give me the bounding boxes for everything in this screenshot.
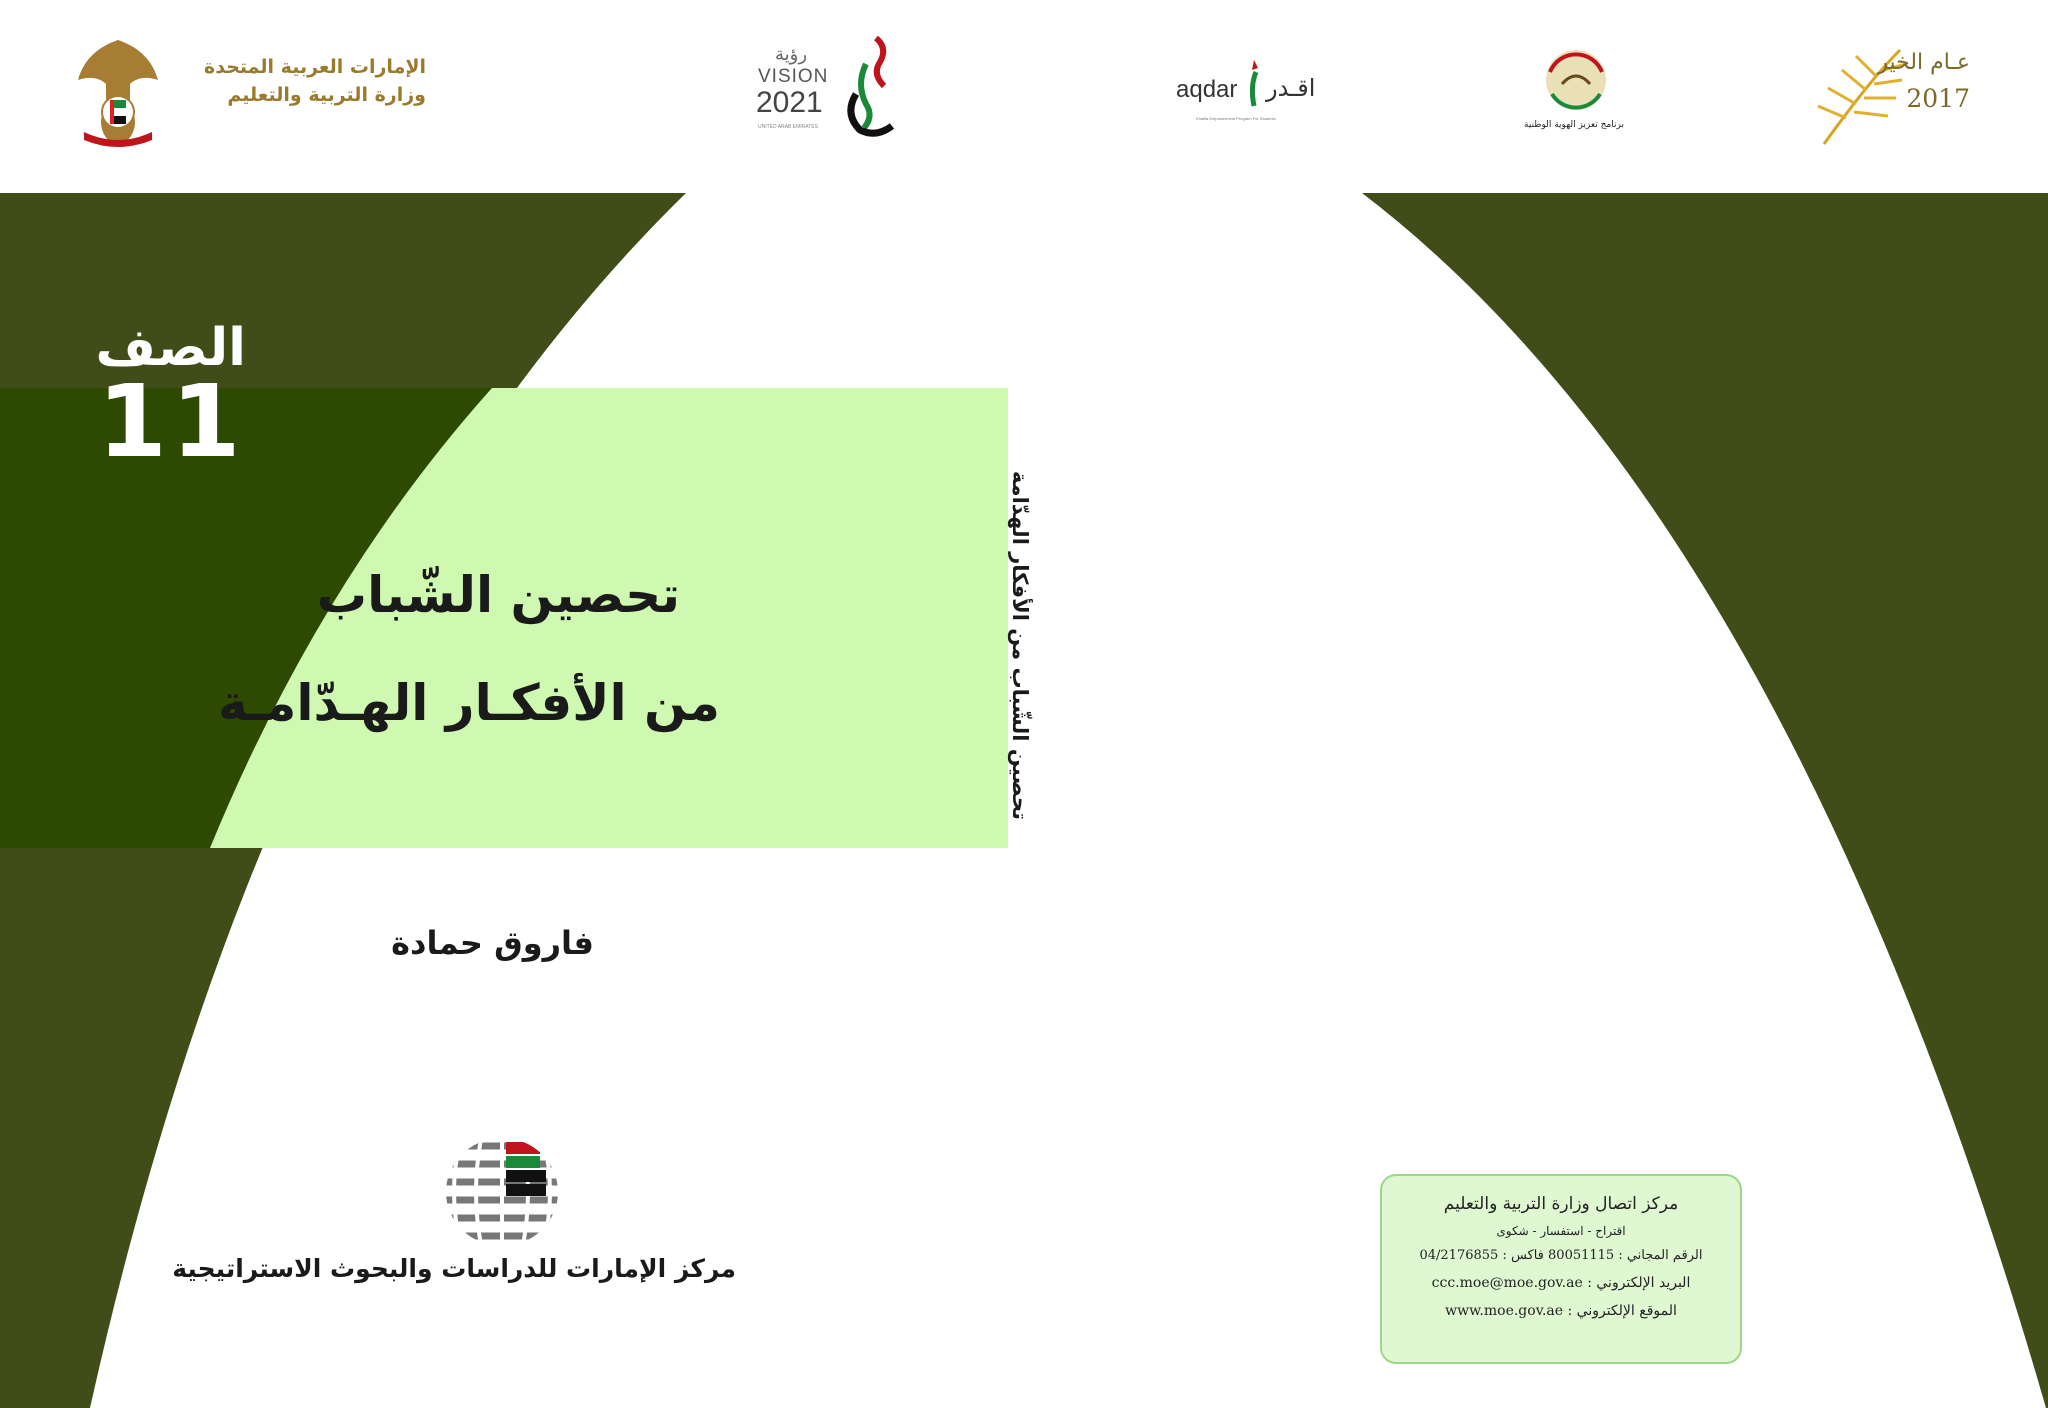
grade-number: 11: [97, 363, 245, 480]
spine-title: تحصين الشّباب من الأفكار الهدّامة: [1008, 470, 1032, 820]
vision-calligraphy-icon: [836, 34, 906, 144]
contact-title: مركز اتصال وزارة التربية والتعليم: [1443, 1194, 1679, 1214]
ecssr-globe-icon: [442, 1134, 562, 1250]
ministry-name-line2: وزارة التربية والتعليم: [227, 84, 426, 106]
grade-label: الصف: [95, 318, 246, 378]
contact-phone: الرقم المجاني : 80051115 فاكس : 04/2176855: [1419, 1248, 1703, 1263]
vision-word: VISION: [758, 66, 829, 87]
ministry-name-line1: الإمارات العربية المتحدة: [204, 56, 426, 78]
year-of-giving-word: عـام الخير: [1877, 50, 1970, 75]
year-of-giving-logo: [1810, 40, 1970, 152]
vision-arabic: رؤية: [774, 44, 808, 65]
taziz-logo: [1510, 44, 1638, 134]
contact-center-box: [1380, 1174, 1742, 1364]
contact-website: الموقع الإلكتروني : www.moe.gov.ae: [1445, 1303, 1677, 1319]
vision-2021-logo: [756, 34, 906, 152]
book-title-line1: تحصين الشّباب: [316, 566, 680, 624]
uae-emblem-icon: [70, 36, 166, 148]
aqdar-arabic: اقـدر: [1266, 74, 1316, 102]
book-title-line2: من الأفكـار الهـدّامـة: [217, 674, 720, 732]
aqdar-mark-icon: [1242, 56, 1266, 112]
author-name: فاروق حمادة: [391, 924, 594, 962]
contact-email: البريد الإلكتروني : ccc.moe@moe.gov.ae: [1431, 1275, 1691, 1291]
publisher-name: مركز الإمارات للدراسات والبحوث الاستراتيجية: [172, 1254, 736, 1283]
aqdar-logo: [1170, 52, 1340, 128]
taziz-caption: برنامج تعزيز الهوية الوطنية: [1524, 120, 1624, 130]
taziz-emblem-icon: [1544, 44, 1608, 118]
vision-year: 2021: [756, 86, 823, 119]
vision-caption: UNITED ARAB EMIRATES: [758, 124, 818, 130]
aqdar-latin: aqdar: [1176, 76, 1238, 103]
contact-subtitle: اقتراح - استفسار - شكوى: [1496, 1224, 1626, 1238]
year-of-giving-year: 2017: [1906, 84, 1970, 113]
aqdar-caption: Khalifa Empowerment Program For Students: [1196, 116, 1276, 121]
